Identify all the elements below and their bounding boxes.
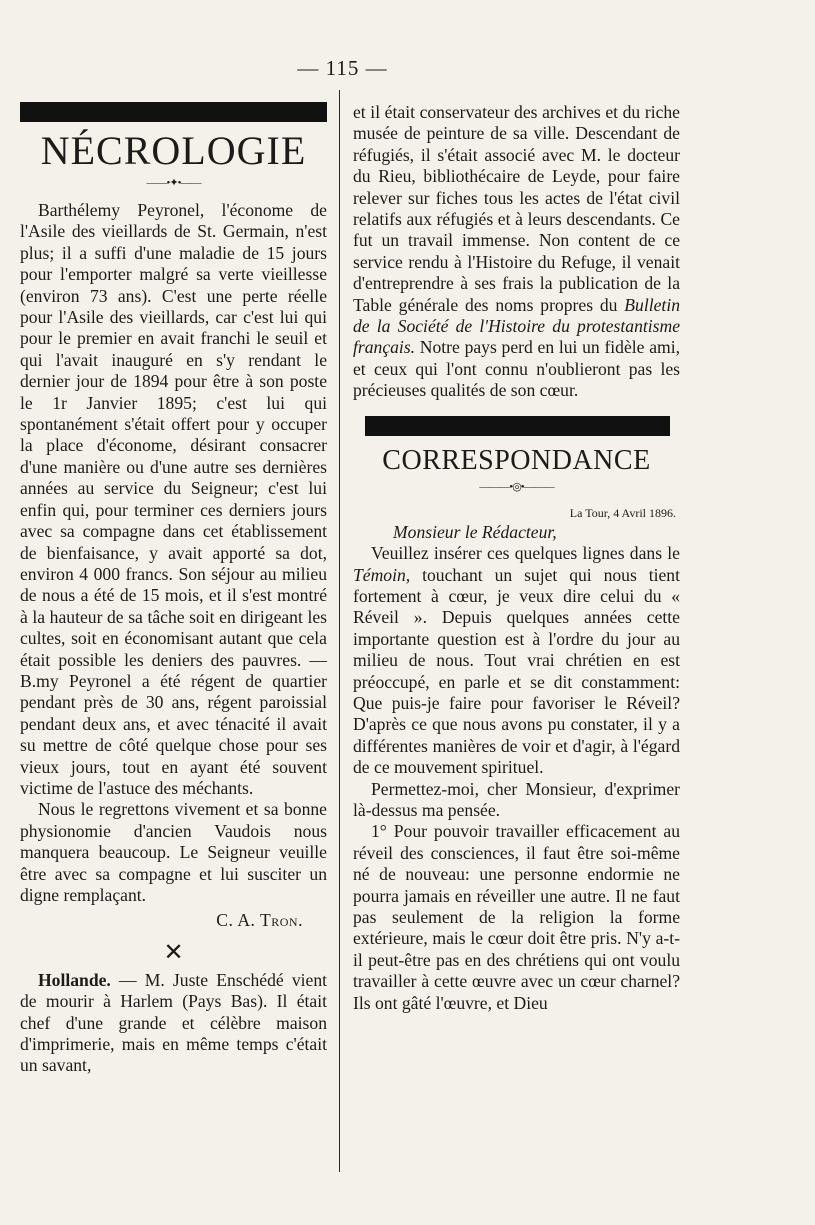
hollande-lead: Hollande.	[38, 969, 111, 990]
para1-end: touchant un sujet qui nous tient fortement à cœur, je veux dire celui du « Réveil ». Depuis quelques années cette importante question est à l'ordre du jour au milieu de nous. Tout vrai chrétien en est préoccupé, en parle et se dit constamment: Que puis-je faire pour favoriser le Réveil? D'après ce que nous avons pu constater, il y a différentes manières de voir et d'agir, à l'égard de ce mouvement spirituel.	[353, 564, 680, 778]
left-column	[20, 102, 327, 1077]
hollande-text: — M. Juste Enschédé vient de mourir à Harlem (Pays Bas). Il était chef d'une grande et célèbre maison d'imprimerie, mais en même temps c'était un savant,	[20, 969, 327, 1076]
letter-paragraph-3: 1° Pour pouvoir travailler efficacement au réveil des consciences, il faut être soi-même né de nouveau: une personne endormie ne pourra jamais en réveiller une autre. Il ne faut pas seulement de la religion la forme extérieure, mais le cœur doit être pris. N'y a-t-il peut-être pas en des chrétiens qui ont voulu travailler à cette œuvre avec un cœur charnel? Ils ont gâté l'œuvre, et Dieu	[353, 821, 680, 1013]
section-rule	[365, 416, 670, 436]
signature: C. A. Tron.	[216, 910, 303, 931]
right-column	[353, 102, 680, 1014]
enschede-continuation	[353, 102, 680, 402]
peyronel-paragraph: Barthélemy Peyronel, l'économe de l'Asile des vieillards de St. Germain, n'est plus; il a suffi d'une maladie de 15 jours pour l'emporter malgré sa verte vieillesse (environ 73 ans). C'est une perte réelle pour l'Asile des vieillards, car c'est lui qui pour le premier en avait franchi le seuil et qui l'avait inauguré en s'y rendant le dernier jour de 1894 pour être à son poste le 1r Janvier 1895; c'est lui qui spontanément s'était offert pour y occuper la place d'économe, désirant consacrer d'une manière ou d'une autre ses dernières années au service du Seigneur; c'est lui enfin qui, pour terminer ces derniers jours avec sa compagne dans cet établissement de bienfaisance, y avait apporté sa dot, environ 4 000 francs. Son séjour au milieu de nous a été de 15 mois, et il s'est montré à la hauteur de sa tâche soit en dirigeant les cultes, soit en économisant autant que cela était possible les deniers des pauvres. — B.my Peyronel a été régent de quartier pendant près de 30 ans, régent paroissial pendant deux ans, et avec ténacité il avait su mettre de côté quelque chose pour ses vieux jours, tout en ayant été souvent victime de l'astuce des méchants.	[20, 200, 327, 798]
continuation-end: Notre pays perd en lui un fidèle ami, et ceux qui l'ont connu n'oublieront pas les précieuses qualités de son cœur.	[353, 337, 680, 401]
salutation: Monsieur le Rédacteur,	[393, 521, 557, 542]
letter-date: La Tour, 4 Avril 1896.	[569, 505, 676, 520]
cross-separator: ✕	[163, 939, 184, 966]
continuation-start: et il était conservateur des archives et du riche musée de peinture de sa ville. Descendant de réfugiés, il s'était associé avec M. le docteur du Rieu, bibliothécaire de Leyde, pour faire relever sur fiches tous les actes de l'état civil relatifs aux réfugiés et à leurs descendants. Ce fut un travail immense. Non content de ce service rendu à l'Histoire du Refuge, il venait d'entreprendre à ses frais la publication de la Table générale des noms propres du	[353, 102, 680, 315]
correspondance-ornament: ———•◎•———	[479, 480, 554, 493]
section-rule	[20, 102, 327, 122]
hollande-paragraph	[20, 970, 327, 1077]
page-number: — 115 —	[297, 56, 388, 80]
para1-start: Veuillez insérer ces quelques lignes dans le	[371, 543, 680, 564]
temoin-title: Témoin,	[353, 564, 411, 585]
necrology-ornament: ——•✦•——	[146, 177, 201, 189]
correspondance-title: CORRESPONDANCE	[382, 444, 651, 476]
necrology-title: NÉCROLOGIE	[40, 128, 307, 173]
bulletin-title: Bulletin de la Société de l'Histoire du protestantisme français.	[353, 294, 680, 358]
regret-paragraph: Nous le regrettons vivement et sa bonne physionomie d'ancien Vaudois nous manquera beaucoup. Le Seigneur veuille être avec sa compagne et lui susciter un digne remplaçant.	[20, 799, 327, 905]
column-divider	[339, 90, 340, 1172]
letter-paragraph-2: Permettez-moi, cher Monsieur, d'exprimer là-dessus ma pensée.	[353, 778, 680, 820]
letter-paragraph-1	[353, 543, 680, 778]
